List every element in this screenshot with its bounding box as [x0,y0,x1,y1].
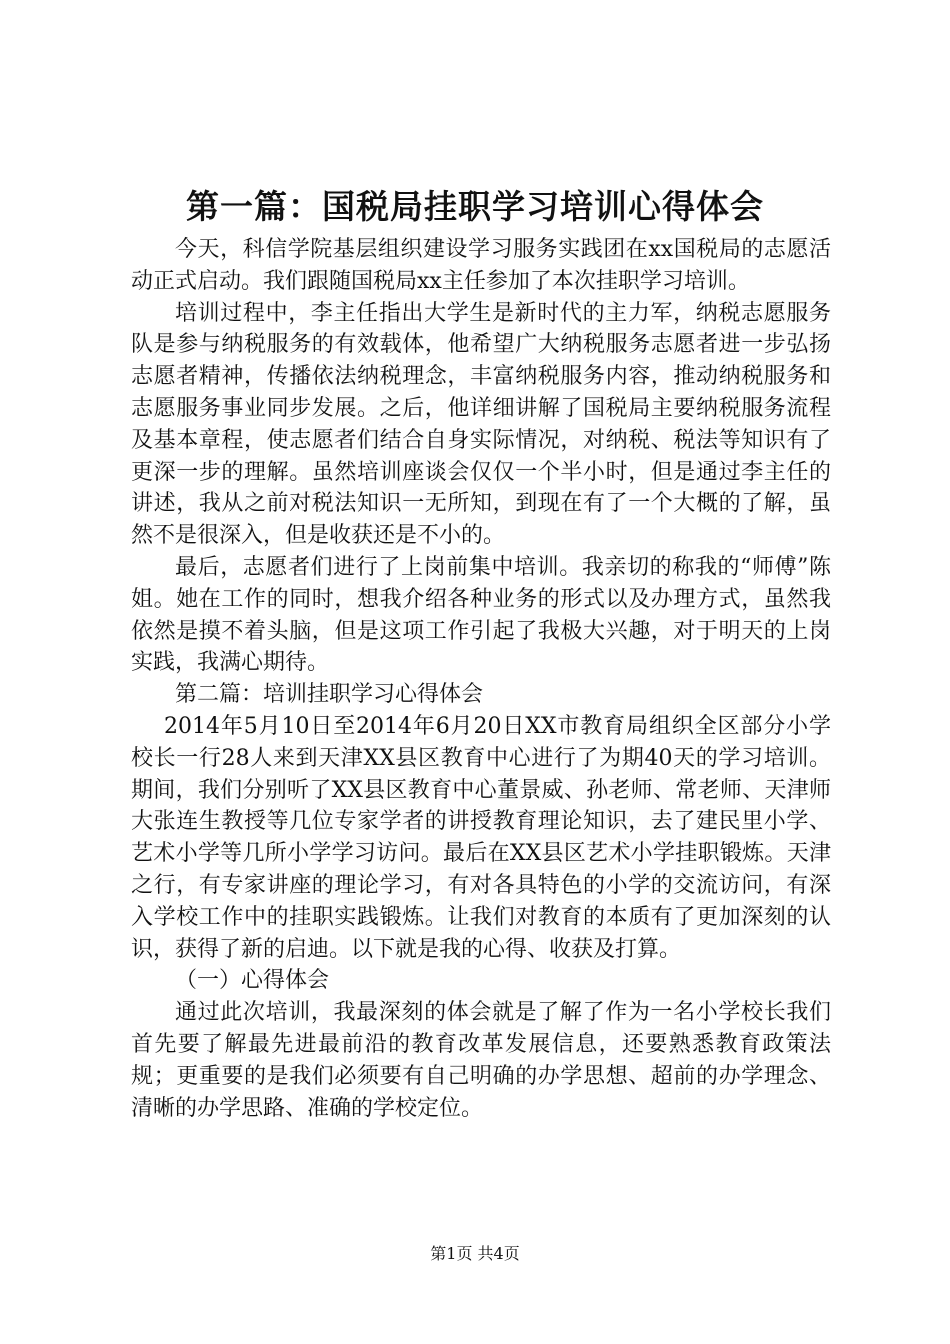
paragraph-2: 培训过程中，李主任指出大学生是新时代的主力军，纳税志愿服务队是参与纳税服务的有效载体，他希望广大纳税服务志愿者进一步弘扬志愿者精神，传播依法纳税理念，丰富纳税服务内容，推动纳税服务和志愿服务事业同步发展。之后，他详细讲解了国税局主要纳税服务流程及基本章程，使志愿者们结合自身实际情况，对纳税、税法等知识有了更深一步的理解。虽然培训座谈会仅仅一个半小时，但是通过李主任的讲述，我从之前对税法知识一无所知，到现在有了一个大概的了解，虽然不是很深入，但是收获还是不小的。 [131,300,831,549]
page-number-footer: 第1页 共4页 [430,1244,520,1263]
paragraph-5: 通过此次培训，我最深刻的体会就是了解了作为一名小学校长我们首先要了解最先进最前沿的教育改革发展信息，还要熟悉教育政策法规；更重要的是我们必须要有自己明确的办学思想、超前的办学理念、清晰的办学思路、准确的学校定位。 [131,1000,831,1121]
document-body [131,234,831,1124]
paragraph-1: 今天，科信学院基层组织建设学习服务实践团在xx国税局的志愿活动正式启动。我们跟随国税局xx主任参加了本次挂职学习培训。 [131,237,831,294]
paragraph-4: 2014年5月10日至2014年6月20日XX市教育局组织全区部分小学校长一行28人来到天津XX县区教育中心进行了为期40天的学习培训。期间，我们分别听了XX县区教育中心董景威、孙老师、常老师、天津师大张连生教授等几位专家学者的讲授教育理论知识，去了建民里小学、艺术小学等几所小学学习访问。最后在XX县区艺术小学挂职锻炼。天津之行，有专家讲座的理论学习，有对各具特色的小学的交流访问，有深入学校工作中的挂职实践锻炼。让我们对教育的本质有了更加深刻的认识，获得了新的启迪。以下就是我的心得、收获及打算。 [131,713,831,962]
subsection-heading-1: （一）心得体会 [175,968,330,994]
document-title: 第一篇：国税局挂职学习培训心得体会 [186,187,764,226]
paragraph-3: 最后，志愿者们进行了上岗前集中培训。我亲切的称我的“师傅”陈姐。她在工作的同时，想我介绍各种业务的形式以及办理方式，虽然我依然是摸不着头脑，但是这项工作引起了我极大兴趣，对于明天的上岗实践，我满心期待。 [131,554,831,676]
section-heading-2: 第二篇：培训挂职学习心得体会 [175,682,484,708]
